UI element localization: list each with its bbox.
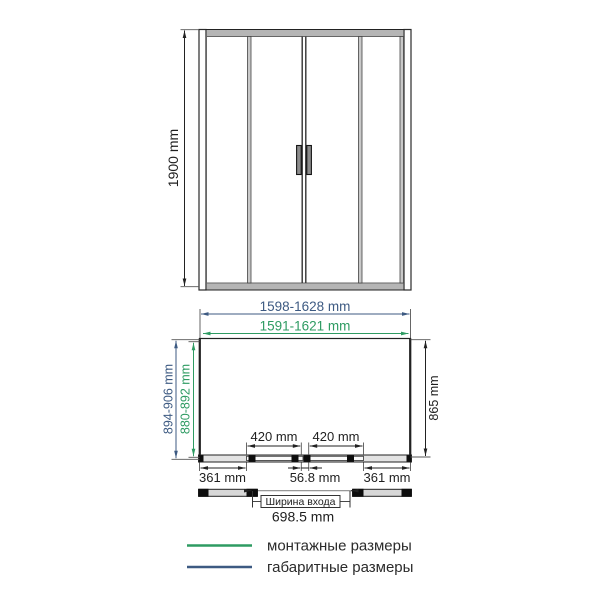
roller-block [402, 489, 412, 497]
right-wall-profile [404, 30, 411, 291]
sliding-door-right [307, 456, 364, 460]
roller-block [199, 489, 209, 497]
center-overlap-label: 56.8 mm [289, 470, 341, 485]
legend-overall-label: габаритные размеры [267, 559, 414, 576]
roller-block [199, 455, 204, 461]
plan-outline [200, 339, 411, 456]
front-height-label: 1900 mm [165, 128, 181, 188]
overall-width-label: 1598-1628 mm [259, 299, 351, 314]
front-view [199, 30, 411, 291]
panel-divider-right [359, 37, 363, 284]
left-wall-profile [199, 30, 206, 291]
panel-right-label: 361 mm [363, 470, 411, 485]
door-handle-left [297, 146, 302, 175]
panel-left-label: 361 mm [199, 470, 246, 485]
roller-block [292, 455, 299, 461]
inner-depth-label: 865 mm [427, 375, 441, 421]
legend-mounting-label: монтажные размеры [267, 537, 412, 555]
roller-block [249, 455, 256, 461]
door-left-label: 420 mm [250, 429, 298, 444]
glass-area [207, 37, 404, 284]
roller-block [347, 455, 354, 461]
roller-block [304, 455, 311, 461]
mounting-depth-label: 880-892 mm [178, 363, 193, 435]
mounting-width-label: 1591-1621 mm [259, 318, 351, 334]
top-frame-bar [206, 30, 404, 37]
closed-door-track [199, 455, 412, 462]
right-frame-stile [400, 37, 404, 284]
plan-rectangle [200, 339, 411, 456]
bottom-frame-bar [206, 283, 404, 290]
overall-depth-label: 894-906 mm [161, 363, 176, 435]
roller-block [353, 489, 364, 497]
door-right-label: 420 mm [312, 429, 360, 444]
entrance-caption-label: Ширина входа [265, 496, 336, 508]
entrance-width-label: 698.5 mm [271, 508, 335, 525]
panel-divider-left [248, 37, 252, 284]
roller-block [407, 455, 412, 461]
door-handle-right [307, 146, 312, 175]
